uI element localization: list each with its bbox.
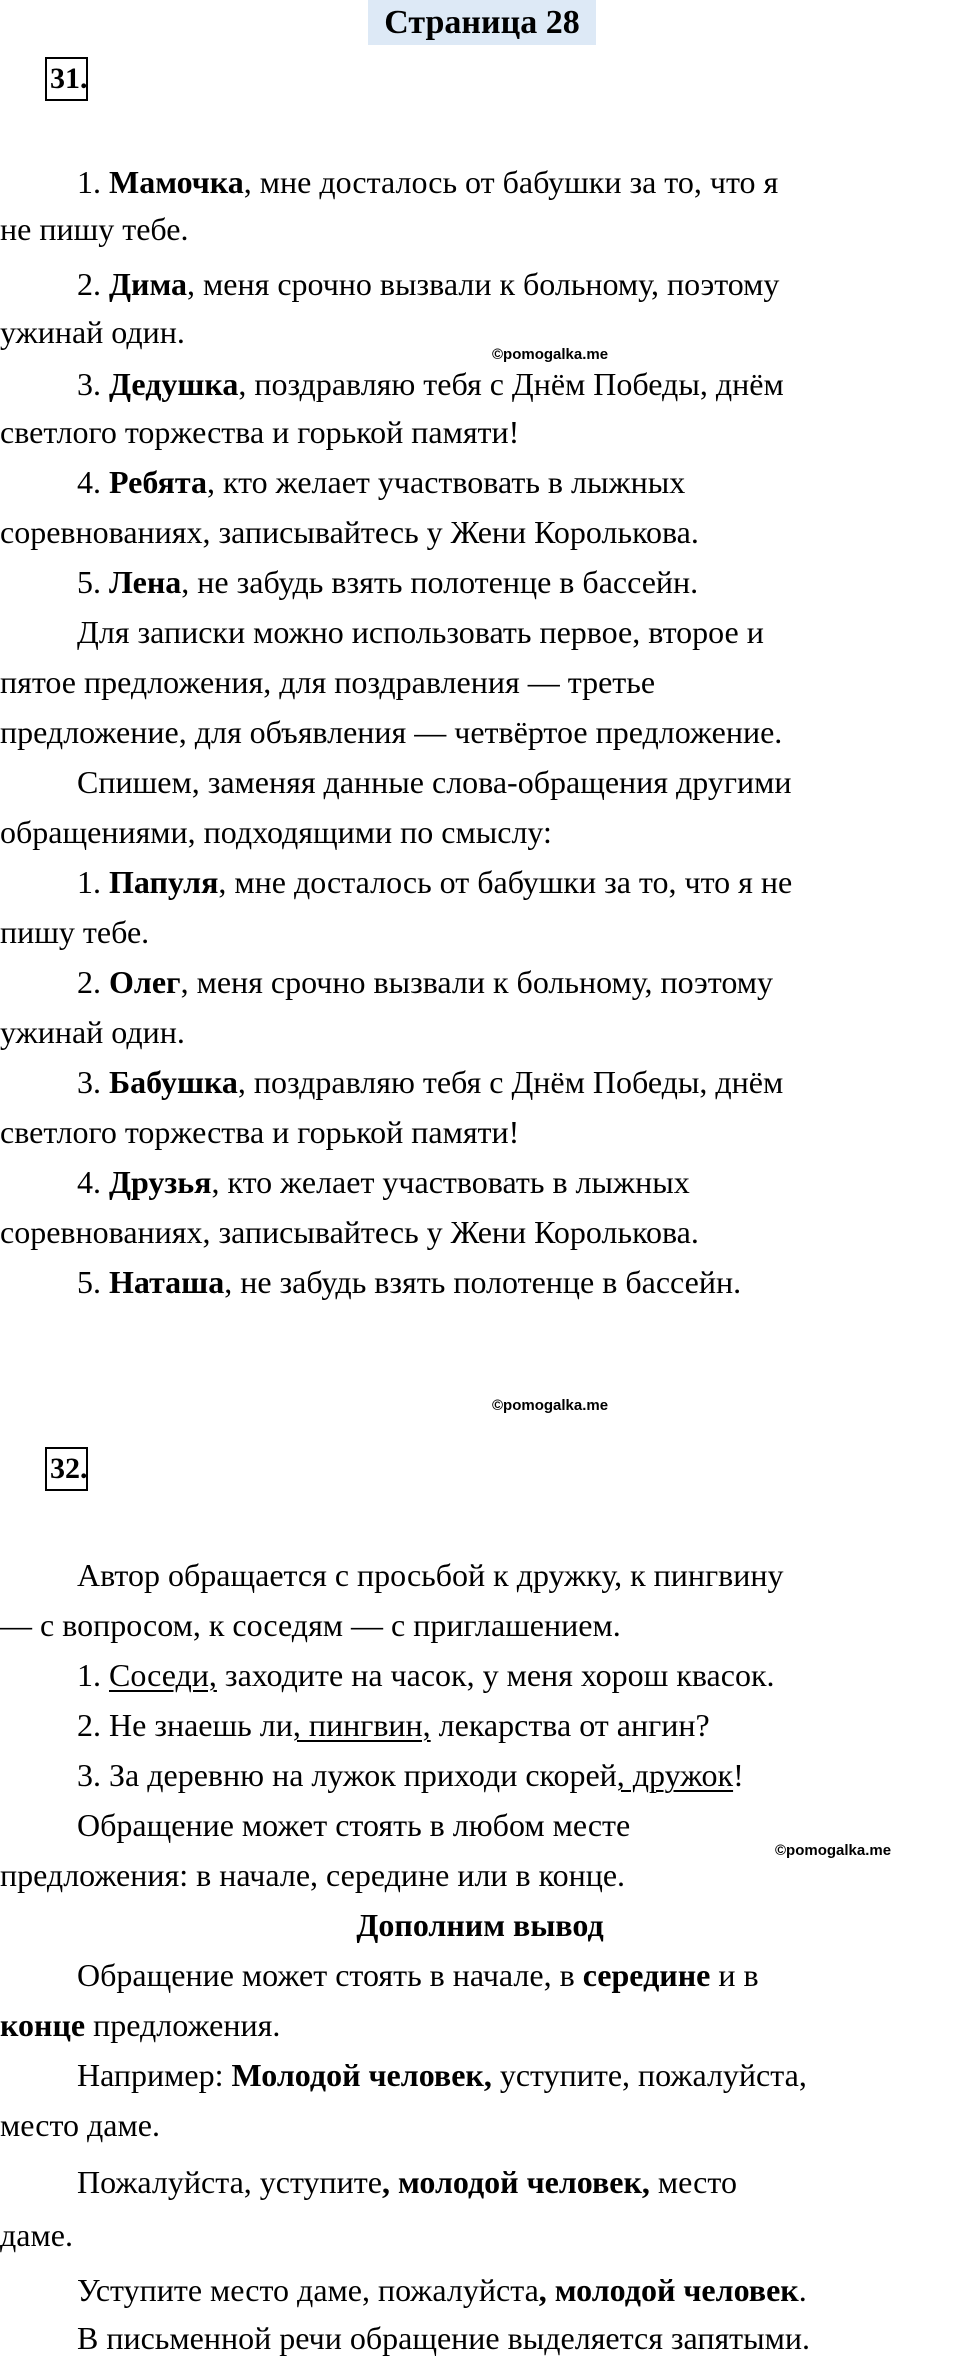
example-1-line-1: Например: Молодой человек, уступите, пожалуйста, [77, 2057, 807, 2093]
item-2-line-1: 2. Дима, меня срочно вызвали к больному, поэтому [77, 266, 780, 302]
intro-line-1: Автор обращается с просьбой к дружку, к пингвину [77, 1557, 784, 1593]
item-1-line-2: не пишу тебе. [0, 211, 189, 247]
usage-line-3: предложение, для объявления — четвёртое предложение. [0, 714, 783, 750]
task-number-31: 31. [45, 57, 88, 101]
example-sentence-2: 2. Не знаешь ли, пингвин, лекарства от ангин? [77, 1707, 710, 1743]
example-1-line-2: место даме. [0, 2107, 160, 2143]
item-5-line-1: 5. Лена, не забудь взять полотенце в бассейн. [77, 564, 699, 600]
usage-line-1: Для записки можно использовать первое, второе и [77, 614, 764, 650]
rewritten-2-line-2: ужинай один. [0, 1014, 185, 1050]
item-3-line-2: светлого торжества и горькой памяти! [0, 414, 520, 450]
rewritten-4-line-1: 4. Друзья, кто желает участвовать в лыжных [77, 1164, 690, 1200]
rewritten-5-line-1: 5. Наташа, не забудь взять полотенце в бассейн. [77, 1264, 742, 1300]
example-sentence-3: 3. За деревню на лужок приходи скорей, дружок! [77, 1757, 744, 1793]
rewritten-1-line-2: пишу тебе. [0, 914, 150, 950]
example-sentence-1: 1. Соседи, заходите на часок, у меня хорош квасок. [77, 1657, 775, 1693]
rewritten-2-line-1: 2. Олег, меня срочно вызвали к больному, поэтому [77, 964, 773, 1000]
item-2-line-2: ужинай один. [0, 314, 185, 350]
example-2-line-2: даме. [0, 2217, 73, 2253]
item-4-line-2: соревнованиях, записывайтесь у Жени Королькова. [0, 514, 699, 550]
final-line: В письменной речи обращение выделяется запятыми. [77, 2320, 811, 2356]
example-3-line-1: Уступите место даме, пожалуйста, молодой человек. [77, 2272, 807, 2308]
task-number-32: 32. [45, 1447, 88, 1491]
item-3-line-1: 3. Дедушка, поздравляю тебя с Днём Победы, днём [77, 366, 784, 402]
page-title: Страница 28 [368, 0, 596, 45]
watermark: ©pomogalka.me [492, 346, 609, 363]
rewrite-line-1: Спишем, заменяя данные слова-обращения другими [77, 764, 792, 800]
position-line-1: Обращение может стоять в любом месте [77, 1807, 631, 1843]
conclusion-heading: Дополним вывод [356, 1907, 604, 1943]
item-4-line-1: 4. Ребята, кто желает участвовать в лыжных [77, 464, 686, 500]
position-line-2: предложения: в начале, середине или в конце. [0, 1857, 626, 1893]
watermark: ©pomogalka.me [492, 1397, 609, 1414]
rewritten-4-line-2: соревнованиях, записывайтесь у Жени Королькова. [0, 1214, 699, 1250]
rewrite-line-2: обращениями, подходящими по смыслу: [0, 814, 552, 850]
item-1-line-1: 1. Мамочка, мне досталось от бабушки за то, что я [77, 164, 779, 200]
conclusion-line-2: конце предложения. [0, 2007, 281, 2043]
usage-line-2: пятое предложения, для поздравления — третье [0, 664, 656, 700]
rewritten-1-line-1: 1. Папуля, мне досталось от бабушки за то, что я не [77, 864, 793, 900]
intro-line-2: — с вопросом, к соседям — с приглашением. [0, 1607, 621, 1643]
example-2-line-1: Пожалуйста, уступите, молодой человек, место [77, 2164, 737, 2200]
conclusion-line-1: Обращение может стоять в начале, в середине и в [77, 1957, 759, 1993]
rewritten-3-line-1: 3. Бабушка, поздравляю тебя с Днём Победы, днём [77, 1064, 784, 1100]
watermark: ©pomogalka.me [775, 1842, 892, 1859]
rewritten-3-line-2: светлого торжества и горькой памяти! [0, 1114, 520, 1150]
